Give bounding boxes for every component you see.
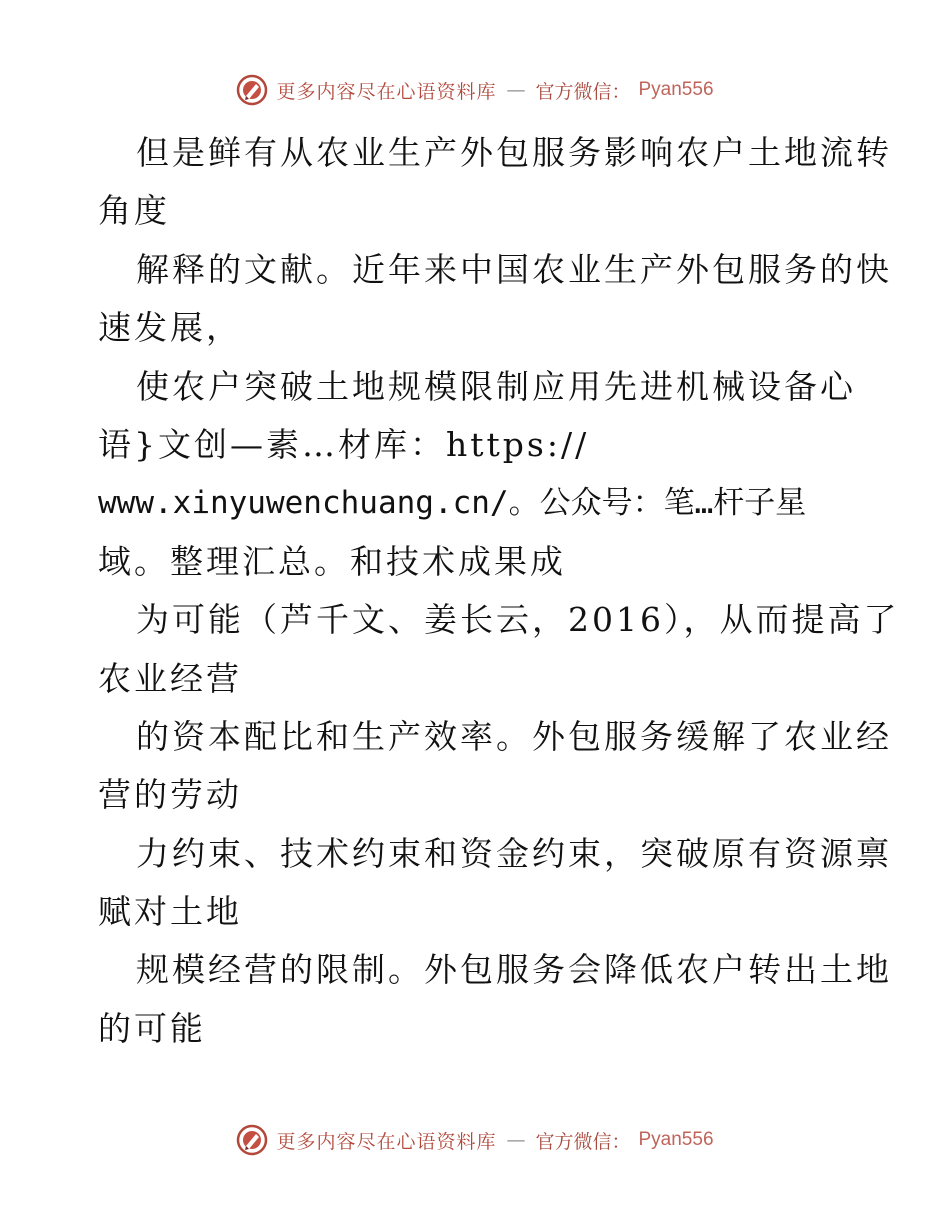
body-line: 角度 <box>98 191 170 231</box>
body-line: 力约束、技术约束和资金约束，突破原有资源禀 <box>136 833 892 873</box>
body-line: 语}文创—素…材库：https:// <box>98 424 590 464</box>
header-watermark <box>0 70 950 110</box>
watermark-separator: — <box>506 1129 526 1151</box>
watermark-separator: — <box>506 79 526 101</box>
watermark-wechat-id: Pyan556 <box>638 1129 714 1150</box>
document-body <box>98 124 900 1058</box>
watermark-wechat-label: 官方微信： <box>535 1130 631 1153</box>
watermark-site-text: 更多内容尽在心语资料库 <box>276 1130 497 1153</box>
body-line: 但是鲜有从农业生产外包服务影响农户土地流转 <box>136 133 892 172</box>
body-line: 的资本配比和生产效率。外包服务缓解了农业经 <box>136 716 892 756</box>
body-line: 的可能 <box>98 1008 206 1048</box>
body-line: 规模经营的限制。外包服务会降低农户转出土地 <box>136 950 892 990</box>
body-line: 速发展， <box>98 308 242 348</box>
footer-watermark <box>0 1120 950 1160</box>
watermark-wechat-id: Pyan556 <box>638 79 714 100</box>
watermark-wechat-label: 官方微信： <box>535 80 631 103</box>
body-line: 农业经营 <box>98 658 242 698</box>
body-line: 营的劳动 <box>98 775 242 815</box>
body-line: 使农户突破土地规模限制应用先进机械设备心 <box>136 366 856 406</box>
watermark-site-text: 更多内容尽在心语资料库 <box>276 80 497 103</box>
pen-nib-seal-icon <box>236 1124 268 1156</box>
body-line: 为可能（芦千文、姜长云，2016），从而提高了 <box>136 600 900 640</box>
body-line: 域。整理汇总。和技术成果成 <box>98 541 566 581</box>
body-line: 解释的文献。近年来中国农业生产外包服务的快 <box>136 249 892 289</box>
pen-nib-seal-icon <box>236 74 268 106</box>
body-line-url: www.xinyuwenchuang.cn/。公众号：笔…杆子星 <box>98 485 807 522</box>
body-line: 赋对土地 <box>98 892 242 932</box>
